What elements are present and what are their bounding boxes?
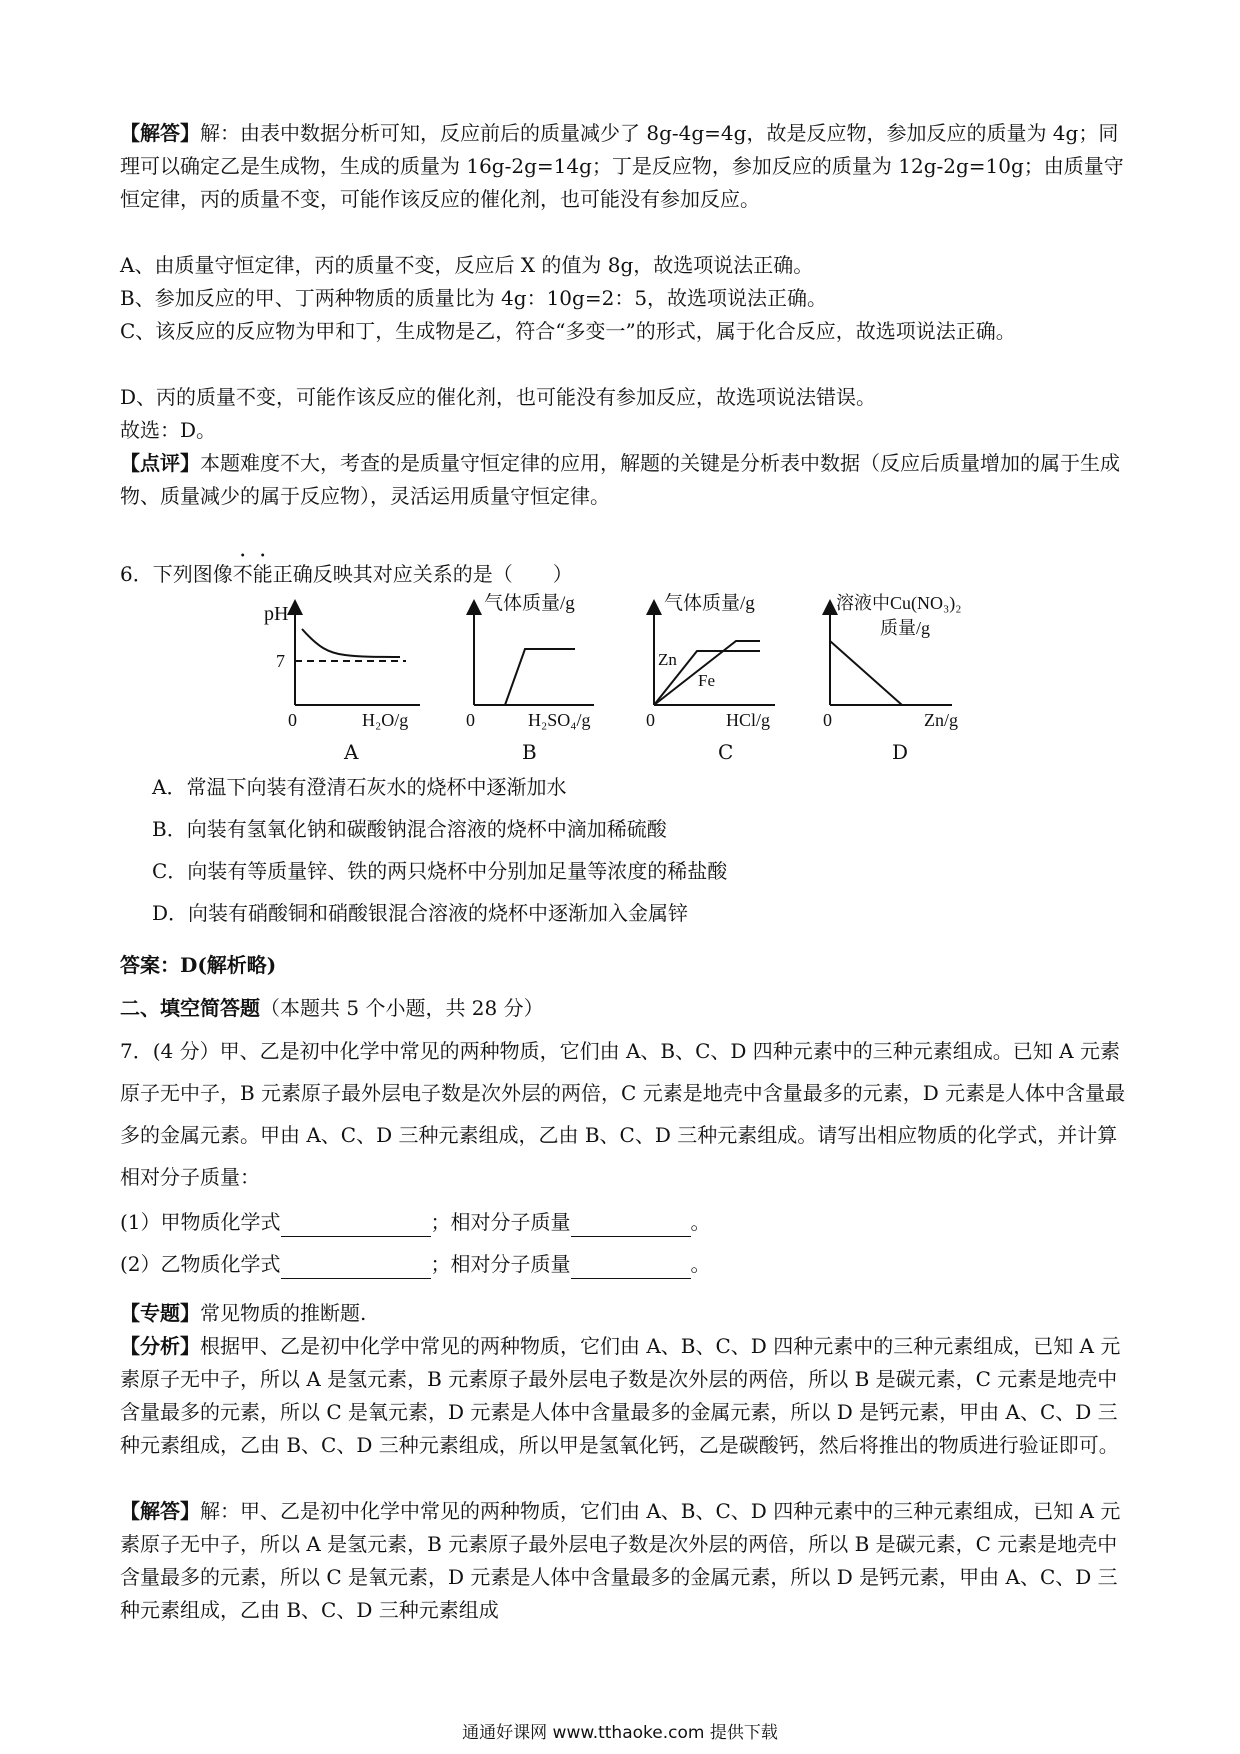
graph-b [466, 592, 594, 730]
graph-d [823, 593, 962, 730]
q6-stem: 6．下列图像不能正确反映其对应关系的是（ ） [120, 562, 573, 586]
q7-blank-row-2: (2）乙物质化学式 ；相对分子质量 。 [120, 1249, 711, 1279]
page-footer: 通通好课网 www.tthaoke.com 提供下载 [462, 1723, 778, 1743]
graph-b-line [505, 649, 575, 705]
graph-a-tick: 7 [276, 651, 285, 671]
graph-d-origin: 0 [823, 710, 832, 730]
formula-blank-2[interactable] [281, 1256, 431, 1279]
q5-point-a: A、由质量守恒定律，丙的质量不变，反应后 X 的值为 8g，故选项说法正确。 [120, 253, 814, 277]
q6-option-c: C．向装有等质量锌、铁的两只烧杯中分别加足量等浓度的稀盐酸 [152, 859, 728, 883]
q6-option-a: A．常温下向装有澄清石灰水的烧杯中逐渐加水 [152, 775, 567, 799]
q5-comment [120, 447, 1130, 513]
q5-solution [120, 117, 1130, 216]
solution-tag: 【解答】 [120, 121, 200, 145]
q7-topic: 【专题】常见物质的推断题. [120, 1301, 367, 1325]
graph-a-origin: 0 [288, 710, 297, 730]
formula-blank-1[interactable] [281, 1214, 431, 1237]
topic-tag: 【专题】 [120, 1301, 200, 1325]
mass-blank-1[interactable] [571, 1214, 691, 1237]
section-note: （本题共 5 个小题，共 28 分） [260, 996, 544, 1020]
section-heading [120, 992, 544, 1021]
graph-c-ylabel: 气体质量/g [664, 593, 755, 614]
section-title: 二、填空简答题 [120, 996, 260, 1020]
graph-b-ylabel: 气体质量/g [484, 593, 575, 614]
q6-option-d: D．向装有硝酸铜和硝酸银混合溶液的烧杯中逐渐加入金属锌 [152, 901, 689, 925]
graph-c-caption: C [718, 740, 734, 764]
q6-graphs [0, 585, 1240, 765]
graph-d-xlabel: Zn/g [924, 710, 958, 730]
solution-text: 解：由表中数据分析可知，反应前后的质量减少了 8g-4g=4g，故是反应物，参加反应的质量为 4g；同理可以确定乙是生成物，生成的质量为 16g-2g=14g；丁是反应物，参加反应的质量为 12g-2g=10g；由质量守恒定律，丙的质量不变，可能作该反应的催化剂，也可能没有参加反应。 [120, 121, 1124, 211]
graph-c-fe-label: Fe [698, 671, 715, 690]
comment-text: 本题难度不大，考查的是质量守恒定律的应用，解题的关键是分析表中数据（反应后质量增加的属于生成物、质量减少的属于反应物），灵活运用质量守恒定律。 [120, 451, 1120, 508]
q5-point-b: B、参加反应的甲、丁两种物质的质量比为 4g：10g=2：5，故选项说法正确。 [120, 286, 828, 310]
q7-blank-row-1: (1）甲物质化学式 ；相对分子质量 。 [120, 1207, 711, 1237]
q5-point-d: D、丙的质量不变，可能作该反应的催化剂，也可能没有参加反应，故选项说法错误。 [120, 385, 877, 409]
graph-a-xlabel: H₂O/g [362, 710, 409, 730]
graph-a-caption: A [344, 740, 359, 764]
analysis-tag: 【分析】 [120, 1334, 200, 1358]
q7-stem: 7．(4 分）甲、乙是初中化学中常见的两种物质，它们由 A、B、C、D 四种元素中的三种元素组成。已知 A 元素原子无中子，B 元素原子最外层电子数是次外层的两倍，C 元素是地壳中含量最多的元素，D 元素是人体中含量最多的金属元素。甲由 A、C、D 三种元素组成，乙由 B、C、D 三种元素组成。请写出相应物质的化学式，并计算相对分子质量： [120, 1039, 1126, 1189]
graph-b-caption: B [522, 740, 537, 764]
emphasis-text: 不能 [232, 562, 273, 586]
graph-c-zn-label: Zn [658, 650, 677, 669]
mass-blank-2[interactable] [571, 1256, 691, 1279]
q5-choice: 故选：D。 [120, 418, 217, 442]
q5-point-c: C、该反应的反应物为甲和丁，生成物是乙，符合“多变一”的形式，属于化合反应，故选项说法正确。 [120, 319, 1016, 343]
graph-b-origin: 0 [466, 710, 475, 730]
graph-b-xlabel: H₂SO₄/g [528, 710, 591, 730]
graph-c [646, 592, 775, 730]
graph-d-caption: D [892, 740, 909, 764]
graph-d-line [830, 641, 902, 705]
graph-d-ylabel-line1: 溶液中Cu(NO₃)₂ [836, 593, 962, 613]
comment-tag: 【点评】 [120, 451, 200, 475]
q6-option-b: B．向装有氢氧化钠和碳酸钠混合溶液的烧杯中滴加稀硫酸 [152, 817, 667, 841]
graph-a [264, 603, 420, 730]
q7-solution: 【解答】解：甲、乙是初中化学中常见的两种物质，它们由 A、B、C、D 四种元素中的三种元素组成，已知 A 元素原子无中子，所以 A 是氢元素，B 元素原子最外层电子数是次外层的两倍，所以 B 是碳元素，C 元素是地壳中含量最多的元素，所以 C 是氧元素，D 元素是人体中含量最多的金属元素，所以 D 是钙元素，甲由 A、C、D 三种元素组成，乙由 B、C、D 三种元素组成 [120, 1499, 1121, 1622]
q7-analysis: 【分析】根据甲、乙是初中化学中常见的两种物质，它们由 A、B、C、D 四种元素中的三种元素组成，已知 A 元素原子无中子，所以 A 是氢元素，B 元素原子最外层电子数是次外层的两倍，所以 B 是碳元素，C 元素是地壳中含量最多的元素，所以 C 是氧元素，D 元素是人体中含量最多的金属元素，所以 D 是钙元素，甲由 A、C、D 三种元素组成，乙由 B、C、D 三种元素组成，所以甲是氢氧化钙，乙是碳酸钙，然后将推出的物质进行验证即可。 [120, 1334, 1121, 1457]
graph-a-curve [302, 629, 400, 657]
graph-a-ylabel: pH [264, 603, 289, 625]
graph-c-origin: 0 [646, 710, 655, 730]
q6-answer: 答案：D(解析略) [120, 953, 277, 977]
q7-solution-tag: 【解答】 [120, 1499, 200, 1523]
graph-c-xlabel: HCl/g [726, 710, 771, 730]
graph-d-ylabel-line2: 质量/g [880, 618, 931, 638]
